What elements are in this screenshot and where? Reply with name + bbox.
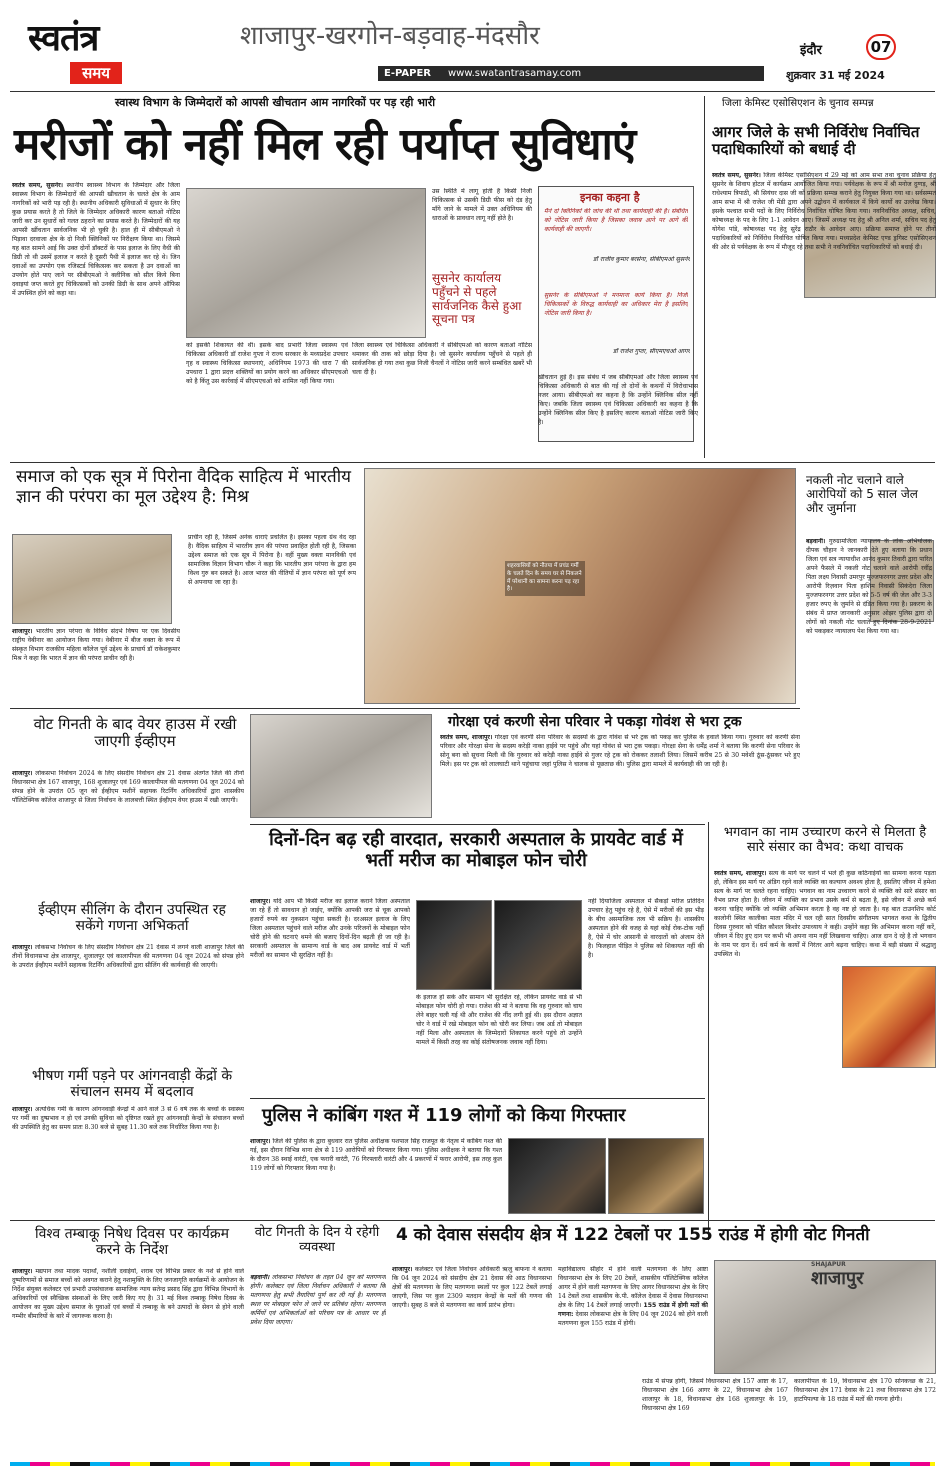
dewas-highlight-body: देवास लोकसभा क्षेत्र के लिए 04 जून 2024 को होने वाली मतगणना कुल 155 राउंड में होगी।: [558, 1310, 708, 1327]
fake-notes-headline: नकली नोट चलाने वाले आरोपियों को 5 साल जेल और जुर्माना: [806, 473, 918, 515]
theft-photo-2: [494, 900, 582, 990]
dewas-col1: [392, 1266, 552, 1460]
evm-body-text: लोकसभा निर्वाचन 2024 के लिए संसदीय निर्वाचन क्षेत्र 21 देवास अंतर्गत जिले की तीनों विधानसभा क्षेत्र 167 शाजापुर, 168 शुजालपुर एवं 169 कालापीपल की मतगणना 04 जून 2024 को संपन्न होने के उपरांत 05 जून को ईव्हीएम मशीनें सहायक रिटर्निंग अधिकारियों द्वारा शासकीय पॉलिटेक्निक कॉलेज शाजापुर से जिला निर्वाचन के लालबत्ती स्थित ईव्हीएम वेयर हाउस में रखी जाएगी।: [12, 770, 244, 804]
quote-1-by: डॉ राजीव कुमार बरसेना, सीबीएमओ सुसनेर: [592, 256, 690, 263]
vedic-col1: [12, 628, 180, 700]
cow-headline: गोरक्षा एवं करणी सेना परिवार ने पकड़ा गोवंश से भरा ट्रक: [448, 714, 742, 730]
anganwadi-body-text: अत्यधिक गर्मी के कारण आंगनवाड़ी केन्द्रों में आने वाले 3 से 6 वर्ष तक के बच्चों के स्वास्थ्य पर गर्मी का दुष्प्रभाव न हो एवं उनकी सुविधा को दृष्टिगत रखते हुए आंगनवाड़ी केन्द्रों के संचालन बच्चों की उपस्थिति हेतु का समय प्रातः 8.30 बजे से सुबह 11.30 बजे तक निर्धारित किया गया है।: [12, 1106, 244, 1131]
section-rule-5: [10, 1220, 935, 1221]
vedic-byline: शाजापुर।: [12, 628, 33, 635]
lead-headline: मरीजों को नहीं मिल रही पर्याप्त सुविधाएं: [14, 119, 636, 170]
lead-col4: खींचतान हुई है। इस संबंध में जब सीबीएमओ और जिला स्वास्थ्य एवं चिकित्सा अधिकारी से बात की गई तो दोनों के कथनों में विरोधाभास नजर आया। सीबीएमओ का कहना है कि उन्होंने क्लिनिक सील नहीं किए। जबकि जिला स्वास्थ्य एवं चिकित्सा अधिकारी का कहना है कि उन्होंने क्लिनिक सील किए है इसलिए कारण बताओ नोटिस जारी किए है।: [538, 374, 698, 426]
combing-photo-1: [508, 1138, 606, 1214]
dewas-byline: शाजापुर।: [392, 1266, 413, 1273]
tobacco-body: [12, 1268, 244, 1460]
fake-notes-byline: बड़वानी।: [806, 538, 826, 545]
issue-date: शुक्रवार 31 मई 2024: [786, 69, 885, 82]
evm-headline: वोट गिनती के बाद वेयर हाउस में रखी जाएगी ईव्हीएम: [33, 715, 237, 751]
katha-divider: [708, 822, 709, 1240]
theft-photo-1: [416, 900, 492, 990]
combing-photo-2: [608, 1138, 704, 1214]
theft-col1: [250, 898, 410, 1092]
theft-byline: शाजापुर।: [250, 898, 271, 905]
anganwadi-byline: शाजापुर।: [12, 1106, 33, 1113]
chemist-body: [712, 172, 936, 458]
anganwadi-body: [12, 1106, 244, 1216]
combing-body-text: जिले की पुलिस के द्वारा बुधवार रात पुलिस अधीक्षक यशपाल सिंह राजपूत के नेतृत्व में कांबिंग गश्त की गई, इस दौरान विभिन्न थाना क्षेत्र से 119 आरोपियों को गिरफ्तार किया गया। पुलिस अधीक्षक ने बताया कि गश्त के दौरान 38 स्थाई वारंटी, एक फरारी वारंटी, 76 गिरफ्तारी वारंटी और 4 प्रकरणों में फरार आरोपी, इस तरह कुल 119 लोगों को गिरफ्तार किया गया है।: [250, 1138, 502, 1172]
section-rule-2: [10, 708, 800, 709]
chemist-divider: [704, 96, 705, 458]
quote-2: सुसनेर के सीबीएमओ ने मनमाना कार्य किया है। निजी चिकित्सकों के विरुद्ध कार्यवाही का अधिकार मेरा है इसलिए नोटिस जारी किया है।: [544, 292, 688, 317]
lead-subhead: सुसनेर कार्यालय पहुँचने से पहले सार्वजनिक कैसे हुआ सूचना पत्र: [432, 271, 522, 327]
dewas-photo-label: शाजापुर: [811, 1268, 864, 1289]
edition-title: शाजापुर-खरगोन-बड़वाह-मंदसौर: [240, 21, 540, 51]
heatwave-caption: शहरवासियों को नौतपा में प्रचंड गर्मी के चलते दिन के समय घर से निकलने में परेशानी का सामना करना पड़ रहा है।: [505, 561, 585, 596]
evm-byline: शाजापुर।: [12, 770, 33, 777]
dewas-caption-2: कालापीपल के 19, विधानसभा क्षेत्र 170 सोनकच्छ के 21, विधानसभा क्षेत्र 171 देवास के 21 तथा विधानसभा क्षेत्र 172 हाटपिपल्या के 18 राउंड में मतों की गणना होगी।: [794, 1378, 936, 1403]
combing-headline: पुलिस ने कांबिंग गश्त में 119 लोगों को किया गिरफ्तार: [262, 1105, 626, 1126]
masthead-rule: [10, 91, 935, 92]
evm-body: [12, 770, 244, 898]
cow-body-text: गोरक्षा एवं करणी सेना परिवार के सदस्यों के द्वारा गोवंश से भरे ट्रक को पकड़ कर पुलिस के हवाले किया गया। गुरुवार को करणी सेना परिवार और गोरक्षा सेना के सदस्य करेड़ी नाका हाईवे पर पहुंचे और यहां गोवंश से भरा ट्रक पकड़ा। गोरक्षा सेना के धर्मेंद्र शर्मा ने बताया कि करणी सेना परिवार के सोनू बना को सूचना मिली थी कि गुरुवार को करेड़ी नाका हाईवे से गुजर रहे ट्रक को रोककर तलाशी लिया। जिसमें करीब 25 से 30 मवेशी ठूंस-ठूंसकर भरे हुए मिले। इस पर ट्रक को लालघाटी थाने पहुंचाया जहां पुलिस ने चालक से पूछताछ की। पुलिस द्वारा मामले में कार्यवाही की जा रही है।: [440, 734, 800, 768]
dewas-photo-label-small: SHAJAPUR: [811, 1261, 846, 1268]
theft-col1-text: यदि आप भी किसी मरीज का इलाज कराने जिला अस्पताल जा रहे हैं तो सावधान हो जाईए, क्योंकि आपकी जरा से चूक आपको हजारों रुपये का नुकसान पहुंचा सकती है। दरअसल इलाज के लिए जिला अस्पताल पहुंचने वाले मरीज और उनके परिजनों के मोबाइल फोन चोरी होने की घटनाएं थमने की बजाए दिनों-दिन बढ़ती ही जा रही है। सरकारी अस्पताल के सामान्य वार्ड के बाद अब प्रायवेट वार्ड में भर्ती मरीजों का सामान भी सुरक्षित नहीं है।: [250, 898, 410, 959]
lead-kicker: स्वास्थ विभाग के जिम्मेदारों को आपसी खीचतान आम नागरिकों पर पड़ रही भारी: [115, 96, 436, 109]
dewas-highlight: 155 राउंड में होगी मतों की गणना:: [558, 1301, 708, 1318]
dewas-headline: 4 को देवास संसदीय क्षेत्र में 122 टेबलों पर 155 राउंड में होगी वोट गिनती: [396, 1225, 870, 1245]
logo-bottom: समय: [70, 62, 122, 84]
vedic-col2: प्राचीन रही है, जिसमें अनेक धाराएं प्रचलित है। इसका पहला ग्रंथ वेद रहा है। वैदिक साहित्य में भारतीय ज्ञान की परंपरा प्रवाहित होती रही है, जिसका उद्देश्य समाज को एक सूत्र में पिरोना है। वहीं मुख्य वक्ता मानविकी एवं सामाजिक विज्ञान विभाग चौरू ने कहा कि भारतीय ज्ञान परंपरा के द्वारा हम विश्व गुरु बन सकते है। आज भारत की नीतियों में ज्ञान परंपरा को पूर्ण रूप से अपनाया जा रहा है।: [188, 534, 356, 586]
hospital-photo: [186, 188, 426, 338]
vedic-col1-text: भारतीय ज्ञान परंपरा के विविध संदर्भ विषय पर एक दिवसीय राष्ट्रीय वेबीनार का आयोजन किया गया। वेबीनार में बीज वक्ता के रूप में संस्कृत विभाग राजकीय महिला कॉलेज पूर्व उद्देश्य के प्राचार्य डॉ राकेशकुमार मिश्र ने कहा कि भारत में ज्ञान की परंपरा प्राचीन रही है।: [12, 628, 180, 662]
counting-day-body: [250, 1274, 386, 1460]
heatwave-photo: [364, 468, 796, 704]
katha-body: [714, 870, 936, 1240]
katha-byline: स्वतंत्र समय, शाजापुर।: [714, 870, 767, 877]
seal-body: [12, 944, 244, 1062]
theft-headline: दिनों-दिन बढ़ रही वारदात, सरकारी अस्पताल के प्रायवेट वार्ड में भर्ती मरीज का मोबाइल फोन चोरी: [269, 829, 683, 871]
fake-notes-body-text: गुरुग्रामजिला न्यायालय के लोक अभियोजक दीपक चौहान ने जानकारी देते हुए बताया कि प्रधान जिला एवं सत्र न्यायाधीश आनंद कुमार तिवारी द्वारा पारित अपने फैसले में नकली नोट चलाने वाले आरोपी रवींद्र पिता लक्ष्य निवासी उमरपुर मुज्जफरनगर उत्तर प्रदेश और आरोपी रिज़वान पिता हाशिम निवासी सिकंदेरा जिला मुज्जफरनगर उत्तर प्रदेश को 5-5 वर्ष की जेल और 3-3 हजार रुपए के जुर्माने से दंडित किया गया है। प्रकरण के संबंध में प्राप्त जानकारी अनुसार ओझर पुलिस द्वारा दो लोगों को नकली नोट चलाते हुए दिनांक 28-9-2021 को पकड़कर न्यायालय पेश किया गया था।: [806, 538, 932, 635]
katha-body-text: सत्य के मार्ग पर चलने में भले ही कुछ कठिनाईयों का सामना करना पड़ता हो, लेकिन इस मार्ग पर अंडिग रहने वाले व्यक्ति का कल्याण अवश्य होता है, इसलिए जीवन में हमेशा सत्य के मार्ग पर चलते रहना चाहिए। भगवान का नाम उच्चारण करने से व्यक्ति को सारे संसार का वैभव प्राप्त होता है। जीवन में व्यक्ति का प्रभाव उसके कर्म से बढ़ता है, इसे जीवन में अच्छे कर्म करना चाहिए क्योंकि जो व्यक्ति अभिमान करता है वह नष्ट हो जाता है। यह बात टाउनशिप कोर्ट कालोनी स्थित कालीका माता मंदिर में चल रही सात दिवसीय संगीतमय भागवत कथा के द्वितीय दिवस गुरुवार को पंडित कौशल किशोर उपाध्याय ने कही। उन्होंने कहा कि अभिमान करना नहीं करें, जीवन में दिए हुए दान पर कभी भी अपना नाम नहीं लिखवाना चाहिए। आज दान दे रहे है तो भगवान के नाम पर दान दें। धर्म कर्म के कार्यों में निरंतर आगे बढ़ना चाहिए। कथा में बड़ी संख्या में श्रद्धालु उपस्थित थे।: [714, 870, 936, 958]
dewas-col2-text: महाविद्यालय सीहोर में होने वाली मतगणना के लिए आष्टा विधानसभा क्षेत्र के लिए 20 टेबलें, शासकीय पॉलिटेक्निक कॉलेज आगर में होने वाली मतगणना के लिए आगर विधानसभा क्षेत्र के लिए 14 टेबलें तथा शासकीय के.पी. कॉलेज देवास में देवास विधानसभा क्षेत्र के लिए 14 टेबलें लगाई जाएगी।: [558, 1266, 708, 1309]
tobacco-byline: शाजापुर।: [12, 1268, 33, 1275]
logo-top: स्वतंत्र: [28, 18, 99, 59]
lead-byline: स्वतंत्र समय, सुसनेर।: [12, 182, 63, 189]
tobacco-body-text: मद्यपान तथा मादक पदार्थों, नशीली दवाईयों, शराब एवं विभिन्न प्रकार के नशे से होने वाले दुष्परिणामों से समाज बच्चों को अवगत कराने हेतु नशामुक्ति के लिए जनजागृति कार्यक्रमों के आयोजन के निर्देश संयुक्त कलेक्टर एवं प्रभारी उपसंचालक सामाजिक न्याय सतेन्द्र प्रसाद सिंह द्वारा विभिन्न विभागों के अधिकारियों एवं स्वैच्छिक संस्थाओं के लिए जारी किए गए है। 31 मई विश्व तम्बाकू निषेध दिवस के आयोजन का मुख्य उद्देश्य समाज के युवाओं एवं बच्चों में तम्बाकू के बने उत्पादों के सेवन से होने वाली गम्भीर बीमारियों के बारे में जागरूक करना है।: [12, 1268, 244, 1320]
lead-col1: [12, 182, 180, 454]
lead-col3b: जिला स्वास्थ्य एवं चिकित्सा अधिकारी ने सीबीएमओ को कारण बताओ नोटिस थमाकर की ताक को छोड़ा दिया है। जो सुसनेर कार्यालय पहुँचने से पहले ही सार्वजनिक हो गया तथा कुछ निजी चैनलों ने नोटिस जारी करने सम्बंधित खबरें भी चला दी है।: [352, 342, 532, 376]
chemist-body-text: जिला केमिस्ट एसोसिएशन में 29 मई को आम सभा तथा चुनाव प्रक्रिया हेतु सुसनेर के शिवाय होटल में कार्यक्रम आयोजित किया गया। पर्यवेक्षक के रूप में श्री मनोज दुग्गड़, श्री राधेश्याम त्रिपाठी, श्री सियंघर दास जी को प्रक्रिया सम्पन्न कराने हेतु नियुक्त किया गया था। सर्वसम्मत आम सभा में श्री राजेश जी मेंडी द्वारा अपने उद्बोधन में कार्यकाल में किये कार्यो का उल्लेख किया। इसके पश्चात सभी पदों के लिए निर्विरोध निर्वाचित घोषित किया गया। नवनिर्वाचित अध्यक्ष, सचिव, कोषाध्यक्ष के पद के लिए 1-1 आवेदन आए। जिसमें अध्यक्ष पद हेतु श्री अनिल शर्मा, सचिव पद हेतु योगेश पांडे, कोषाध्यक्ष पद हेतु सुरेंद्र राठौर के आवेदन आए। प्रक्रिया समाप्त होने पर तीनों पदाधिकारियों को निर्विरोध निर्वाचित घोषित किया गया। मध्यप्रदेश केमिस्ट एण्ड ड्रगिस्ट एसोसिएशन की ओर से पर्यवेक्षक के रूप में मौजूद रहे तथा सभी ने नवनिर्वाचित पदाधिकारियों को बधाई दी।: [712, 172, 936, 251]
dewas-photo: [714, 1260, 936, 1374]
site-url[interactable]: www.swatantrasamay.com: [448, 68, 582, 79]
quote-2-by: डॉ राजेश गुप्ता, सीएमएचओ आगर: [612, 348, 690, 355]
counting-day-headline: वोट गिनती के दिन ये रहेगी व्यवस्था: [254, 1225, 380, 1255]
combing-body: [250, 1138, 502, 1214]
fake-notes-body: [806, 538, 932, 818]
theft-col3: नहीं दियाजिला अस्पताल में सैकड़ों मरीज प्रतिदिन उपचार हेतु पहुंच रहे है, ऐसे में मरीजों की इस भीड़ के बीच असमाजिक तत्व भी सक्रिय है। शासकीय अस्पताल होने की वजह से यहां कोई रोक-टोक नहीं है, ऐसे में चोर आसानी से वारदातों को अंजाम देते है। फिलहाल पीड़ित ने पुलिस को शिकायत नहीं की है।: [588, 898, 704, 959]
anganwadi-headline: भीषण गर्मी पड़ने पर आंगनवाड़ी केंद्रों के संचालन समय में बदलाव: [31, 1068, 233, 1101]
section-rule-3: [250, 824, 705, 825]
chemist-byline: स्वतंत्र समय, सुसनेर।: [712, 172, 761, 179]
seal-body-text: लोकसभा निर्वाचन के लिए संसदीय निर्वाचन क्षेत्र 21 देवास में लगने वाली शाजापुर जिले की तीनों विधानसभा क्षेत्र शाजापुर, शुजालपुर एवं कालापीपल की मतगणना 04 जून 2024 को संपन्न होने के उपरांत ईव्हीएम मशीनें सहायक रिटर्निंग अधिकारियों द्वारा सीलिंग की कार्यवाही की जाएगी।: [12, 944, 244, 969]
masthead: [0, 0, 945, 92]
counting-day-body-text: लोकसभा निर्वाचन के तहत 04 जून को मतगणना होगी। कलेक्टर एवं जिला निर्वाचन अधिकारी ने बताया कि मतगणना हेतु सभी तैयारियां पूर्ण कर ली गई है। मतगणना स्थल पर मोबाइल फोन ले जाने पर प्रतिबंध रहेगा। मतगणना कर्मियों एवं अभिकर्ताओं को परिचय पत्र के आधार पर ही प्रवेश दिया जाएगा।: [250, 1274, 386, 1326]
cow-body: [440, 734, 800, 818]
quote-title: इनका कहना है: [580, 191, 640, 204]
chemist-kicker: जिला केमिस्ट एसोसिएशन के चुनाव सम्पन्न: [722, 98, 874, 109]
combing-byline: शाजापुर।: [250, 1138, 271, 1145]
quote-1: मैंने दो क्लिनिकों की जांच की थी तथा कार्यवाही की है। संबंधित को नोटिस जारी किया है जिसका जवाब आने पर आगे की कार्यवाही की जाएगी।: [544, 208, 688, 233]
vedic-headline: समाज को एक सूत्र में पिरोना वैदिक साहित्य में भारतीय ज्ञान की परंपरा का मूल उद्देश्य है: मिश्र: [16, 467, 351, 507]
webinar-photo: [12, 534, 172, 624]
color-registration-strip: [10, 1462, 935, 1466]
chemist-headline: आगर जिले के सभी निर्विरोध निर्वाचित पदाधिकारियों को बधाई दी: [712, 123, 920, 159]
truck-photo: [250, 714, 432, 818]
page-number: 07: [866, 34, 896, 60]
dewas-caption-1: राउंड में संपन्न होगी, जिसमें विधानसभा क्षेत्र 157 आष्टा के 17, विधानसभा क्षेत्र 166 आगर के 22, विधानसभा क्षेत्र 167 शाजापुर के 18, विधानसभा क्षेत्र 168 शुजालपुर के 19, विधानसभा क्षेत्र 169: [642, 1378, 788, 1412]
dewas-col1-text: कलेक्टर एवं जिला निर्वाचन अधिकारी ऋजु बाफना ने बताया कि 04 जून 2024 को संसदीय क्षेत्र 21 देवास की आठ विधानसभा क्षेत्रों की मतगणना के लिए मतगणना स्थलों पर कुल 122 टेबलें लगाई जाएगी, जिस पर कुल 2309 मतदान केन्द्रों के मतों की गणना की जाएगी। सुबह 8 बजे से मतगणना का कार्य प्रारंभ होगा।: [392, 1266, 552, 1309]
city-label: इंदौर: [800, 43, 822, 58]
lead-col1-text: स्थानीय स्वास्थ्य विभाग के जिम्मेदार और जिला स्वास्थ्य विभाग के जिम्मेदारों की आपसी खीचतान के चलते क्षेत्र के आम नागरिकों को भारी पड़ रही है। स्थानीय अधिकारी सुविधाओं में सुधार के लिए कुछ प्रयास करते है तो जिले के जिम्मेदार अधिकारी कारण बताओ नोटिस जारी कर उन सुधारों को गलत ठहराने का प्रयास करते है। जिम्मेदारों की यह आपसी खींचतान सार्वजनिक भी हो चुकी है। हाल ही में सीबीएमओ ने पिड़ावा दरवाजा क्षेत्र के दो निजी क्लिनिकों पर निरीक्षण किया था। जिसमे यह बात सामने आई कि उक्त दोनों डॉक्टरों के पास इलाज के लिए वैधी की डिग्री तो थी उसमें इलाज न करते है दूसरी पैथी में इलाज कर रहे थे। जिन दवाओं का उपयोग एक रजिस्टर्ड चिकित्सक कर सकता है उन दवाओं का उपयोग होते पाए जाने पर सीबीएमओ ने क्लीनिक को सील किये बिना दवाइयां जप्त करते हुए चिकित्सकों को उनकी डिग्री के साथ अपने ऑफिस में उपस्थित होने को कहा था।: [12, 182, 180, 297]
section-rule-4: [250, 1098, 705, 1099]
lead-col2: को इसकी शिकायत की थी। इसके बाद प्रभारी जिला स्वास्थ्य एवं चिकित्सा अधिकारी डॉ राजेश गुप्ता ने राज्य सरकार के मध्यप्रदेश उपचार गृह व स्वास्थ्य चिकित्सा स्थापनाएं, अधिनियम 1973 की धारा 7 की उपधारा 1 द्वारा प्रदत्त शक्तियों का प्रयोग करने का अधिकार सीएमएचओ को है किंतु उस कार्रवाई में सीएमएचओ को शामिल नहीं किया गया।: [186, 342, 348, 385]
counting-day-byline: बड़वानी।: [250, 1274, 270, 1281]
tobacco-headline: विश्व तम्बाकू निषेध दिवस पर कार्यक्रम करने के निर्देश: [34, 1226, 229, 1259]
lead-col3: उस स्थिति में लागू होती है किसी निजी चिकित्सक से उसकी डिग्री फीस को दंड हेतु माँगे जाने के मामले में उक्त अधिनियम की धाराओं के प्रावधान लागू नहीं होते है।: [432, 188, 532, 222]
cow-byline: स्वतंत्र समय, शाजापुर।: [440, 734, 493, 741]
section-rule-1: [10, 462, 935, 463]
seal-byline: शाजापुर।: [12, 944, 33, 951]
epaper-label: E-PAPER: [384, 68, 431, 79]
katha-headline: भगवान का नाम उच्चारण करने से मिलता है सारे संसार का वैभव: कथा वाचक: [723, 825, 927, 855]
seal-headline: ईव्हीएम सीलिंग के दौरान उपस्थित रह सकेंगे गणना अभिकर्ता: [38, 902, 226, 935]
theft-col2: के इलाज हो सके और सामान भी सुरक्षित रहे, लेकिन प्रायवेट वार्ड से भी मोबाइल फोन चोरी हो गया। राजेश की मां ने बताया कि वह गुरुवार को चाय लेने बाहर चली गई थी और राजेश की नींद लगी हुई थी। इस दौरान अज्ञात चोर ने वार्ड में रखे मोबाइल फोन को चोरी कर लिया। जब अर्ड तो मोबाइल नहीं मिला और अस्पताल के जिम्मेदारों शिकायत करने पहुंचे तो उन्होंने मामले में किसी तरह का कोई संतोषजनक जवाब नहीं दिया।: [416, 994, 582, 1046]
